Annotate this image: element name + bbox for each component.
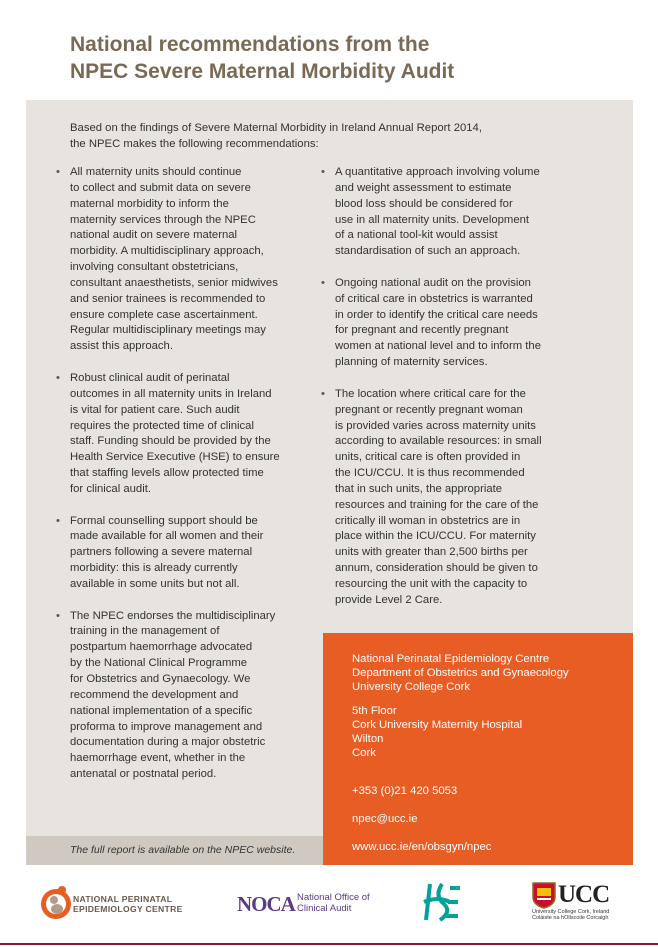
noca-wordmark: NOCA xyxy=(237,892,295,916)
npec-emblem-icon xyxy=(40,883,74,923)
noca-logo xyxy=(237,890,377,920)
recommendation-item: • The location where critical care for the pregnant or recently pregnant woman is provided varies across maternity units according to available resources: in small units, critical care is often provided in the ICU/CCU. It is thus recommended that in such units, the appropriate resources and training for the care of the critically ill woman in obstetrics are in place within the ICU/CCU. For maternity units with greater than 2,500 births per annum, consideration should be given to resourcing the unit with the capacity to provide Level 2 Care. xyxy=(323,387,583,609)
ucc-wordmark: UCC xyxy=(558,881,610,908)
contact-phone[interactable]: +353 (0)21 420 5053 xyxy=(352,784,458,797)
contact-organisation: National Perinatal Epidemiology Centre Department of Obstetrics and Gynaecology University College Cork xyxy=(352,653,569,694)
contact-website-link[interactable]: www.ucc.ie/en/obsgyn/npec xyxy=(352,841,492,854)
contact-address: 5th Floor Cork University Maternity Hospital Wilton Cork xyxy=(352,704,523,760)
recommendation-item: • Formal counselling support should be made available for all women and their partners following a severe maternal morbidity: this is already currently available in some units but not all. xyxy=(58,514,308,593)
ucc-logo-text: University College Cork, Ireland Coláiste na hOllscoile Corcaigh xyxy=(532,909,610,921)
npec-logo-text: NATIONAL PERINATAL EPIDEMIOLOGY CENTRE xyxy=(73,894,183,914)
recommendation-item: • Robust clinical audit of perinatal outcomes in all maternity units in Ireland is vital for patient care. Such audit requires the protected time of clinical staff. Funding should be provided by the Health Service Executive (HSE) to ensure that staffing levels allow protected time for clinical audit. xyxy=(58,371,308,498)
contact-details xyxy=(352,652,622,897)
recommendation-item: • All maternity units should continue to collect and submit data on severe maternal morbidity to inform the maternity services through the NPEC national audit on severe maternal morbidity. A multidisciplinary approach, involving consultant obstetricians, consultant anaesthetists, senior midwives and senior trainees is recommended to ensure complete case ascertainment. Regular multidisciplinary meetings may assist this approach. xyxy=(58,165,308,355)
page-title: National recommendations from the NPEC Severe Maternal Morbidity Audit xyxy=(70,33,455,83)
noca-logo-text: National Office of Clinical Audit xyxy=(297,892,370,914)
intro-text: Based on the findings of Severe Maternal Morbidity in Ireland Annual Report 2014, the NPEC makes the following recommendations: xyxy=(70,122,482,150)
recommendations-right-column xyxy=(323,165,583,624)
recommendations-left-column xyxy=(58,165,308,799)
bottom-rule xyxy=(0,943,658,945)
contact-twitter-link[interactable]: or @NPEC_UCC xyxy=(352,869,439,882)
ucc-logo xyxy=(528,881,618,923)
recommendation-item: • Ongoing national audit on the provision of critical care in obstetrics is warranted in order to identify the critical care needs for pregnant and recently pregnant women at national level and to inform the planning of maternity services. xyxy=(323,276,583,371)
npec-logo xyxy=(40,883,200,923)
contact-email-link[interactable]: npec@ucc.ie xyxy=(352,813,418,826)
footnote-text: The full report is available on the NPEC website. xyxy=(70,844,296,856)
hse-logo-icon xyxy=(420,882,466,922)
recommendation-item: • A quantitative approach involving volume and weight assessment to estimate blood loss should be considered for use in all maternity units. Development of a national tool-kit would assist standardisation of such an approach. xyxy=(323,165,583,260)
ucc-crest-icon xyxy=(531,881,557,909)
recommendation-item: • The NPEC endorses the multidisciplinary training in the management of postpartum haemorrhage advocated by the National Clinical Programme for Obstetrics and Gynaecology. We recommend the development and national implementation of a specific proforma to improve management and documentation during a major obstetric haemorrhage event, whether in the antenatal or postnatal period. xyxy=(58,609,308,783)
